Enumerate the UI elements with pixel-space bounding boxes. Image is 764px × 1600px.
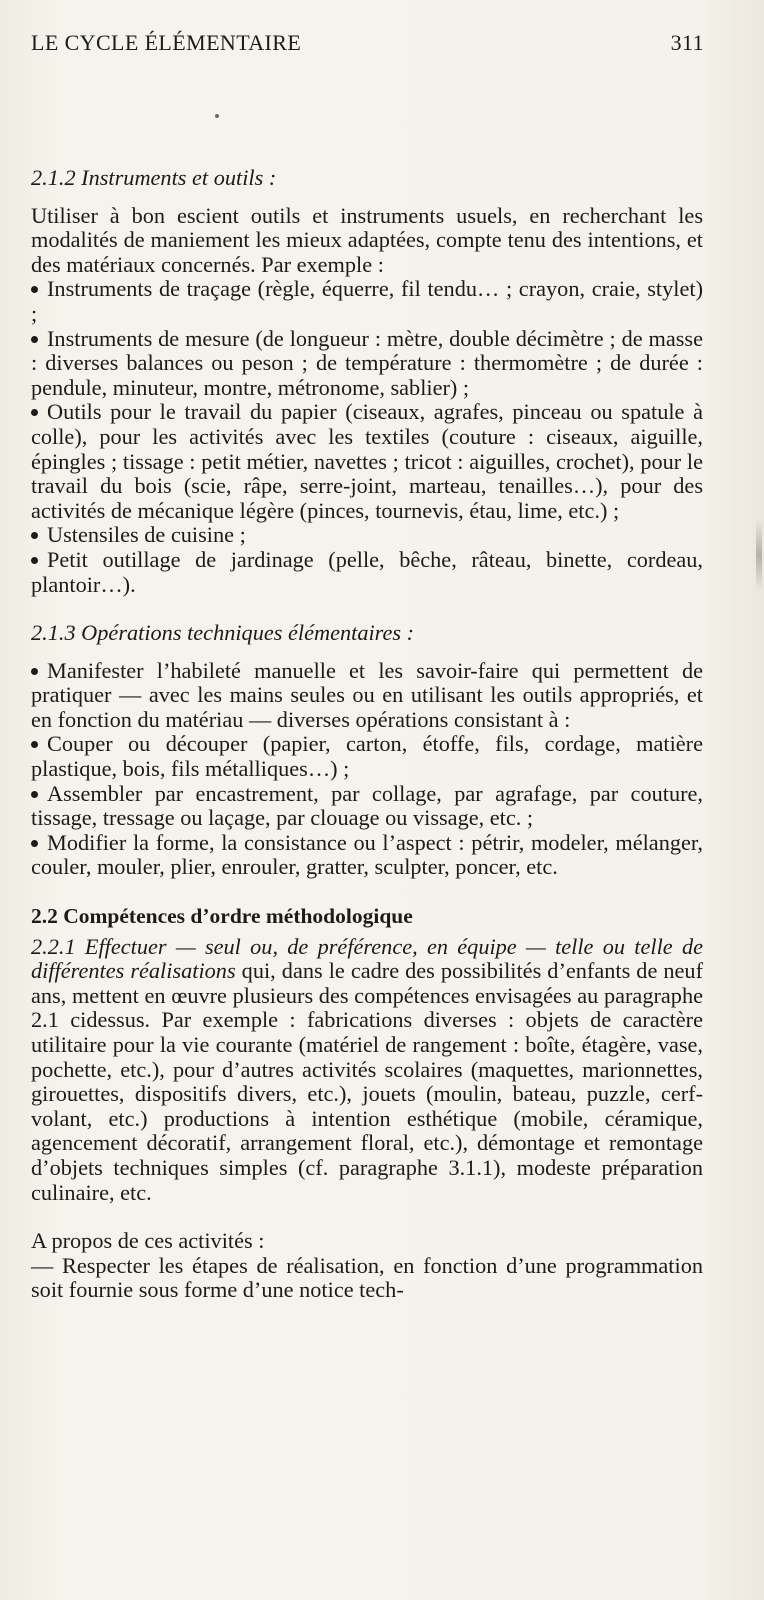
bullet-icon bbox=[31, 741, 38, 748]
section-2-1-2-intro: Utiliser à bon escient outils et instruments usuels, en recherchant les modalités de maniement les mieux adaptées, compte tenu des intentions, et des matériaux concernés. Par exemple : bbox=[31, 202, 703, 277]
section-2-1-3-heading: 2.1.3 Opérations techniques élémentaires : bbox=[31, 620, 415, 646]
bullet-item: Modifier la forme, la consistance ou l’aspect : pétrir, modeler, mélanger, couler, mouler, plier, enrouler, gratter, sculpter, poncer, etc. bbox=[31, 829, 703, 880]
bullet-item: Manifester l’habileté manuelle et les savoir-faire qui permettent de pratiquer — avec les mains seules ou en utilisant les outils appropriés, et en fonction du matériau — diverses opérations consistant à : bbox=[31, 657, 703, 732]
bullet-item: Petit outillage de jardinage (pelle, bêche, râteau, binette, cordeau, plantoir…). bbox=[31, 546, 703, 597]
ink-speck bbox=[215, 114, 219, 118]
bullet-icon bbox=[31, 668, 38, 675]
activities-intro: A propos de ces activités : bbox=[31, 1228, 265, 1254]
bullet-icon bbox=[31, 840, 38, 847]
section-2-1-2-heading: 2.1.2 Instruments et outils : bbox=[31, 165, 277, 190]
section-2-2-1-paragraph bbox=[31, 935, 703, 1206]
bullet-item: Couper ou découper (papier, carton, étoffe, fils, cordage, matière plastique, bois, fils métalliques…) ; bbox=[31, 731, 703, 782]
page-edge-shadow bbox=[756, 520, 762, 590]
bullet-icon bbox=[31, 409, 38, 416]
bullet-item: Assembler par encastrement, par collage, par agrafage, par couture, tissage, tressage ou laçage, par clouage ou vissage, etc. ; bbox=[31, 780, 703, 831]
bullet-icon bbox=[31, 286, 38, 293]
bullet-item: Instruments de traçage (règle, équerre, fil tendu… ; crayon, craie, stylet) ; bbox=[31, 276, 703, 326]
section-2-2-heading: 2.2 Compétences d’ordre méthodologique bbox=[31, 904, 413, 929]
page-body bbox=[31, 166, 703, 1303]
section-2-2-1-body: qui, dans le cadre des possibilités d’enfants de neuf ans, mettent en œuvre plusieurs des compétences envisagées au paragraphe 2.1 cidessus. Par exemple : fabrications diverses : objets de caractère utilitaire pour la vie courante (matériel de rangement : boîte, étagère, vase, pochette, etc.), pour d’autres activités scolaires (maquettes, marionnettes, girouettes, dispositifs divers, etc.), jouets (moulin, bateau, puzzle, cerf-volant, etc.) productions à intention esthétique (mobile, céramique, agencement décoratif, arrangement floral, etc.), démontage et remontage d’objets techniques simples (cf. paragraphe 3.1.1), modeste préparation culinaire, etc. bbox=[31, 958, 703, 1205]
bullet-item: Outils pour le travail du papier (ciseaux, agrafes, pinceau ou spatule à colle), pour les activités avec les textiles (couture : ciseaux, aiguille, épingles ; tissage : petit métier, navettes ; tricot : aiguilles, crochet), pour le travail du bois (scie, râpe, serre-joint, marteau, tenailles…), pour des activités de mécanique légère (pinces, tournevis, étau, lime, etc.) ; bbox=[31, 399, 703, 523]
bullet-icon bbox=[31, 336, 38, 343]
running-header bbox=[31, 30, 704, 56]
bullet-icon bbox=[31, 532, 38, 539]
bullet-item: Instruments de mesure (de longueur : mètre, double décimètre ; de masse : diverses balances ou peson ; de température : thermomètre ; de durée : pendule, minuteur, montre, métronome, sablier) ; bbox=[31, 325, 703, 400]
bullet-icon bbox=[31, 557, 38, 564]
page-number: 311 bbox=[670, 30, 704, 55]
activities-item: — Respecter les étapes de réalisation, en fonction d’une programmation soit fournie sous forme d’une notice tech- bbox=[31, 1252, 703, 1303]
section-2-2-1-lead: 2.2.1 Effectuer — seul ou, de préférence, en équipe — telle ou telle de différentes réalisations bbox=[31, 933, 703, 984]
running-title: LE CYCLE ÉLÉMENTAIRE bbox=[31, 30, 302, 55]
bullet-icon bbox=[31, 791, 38, 798]
bullet-item: Ustensiles de cuisine ; bbox=[31, 523, 703, 548]
